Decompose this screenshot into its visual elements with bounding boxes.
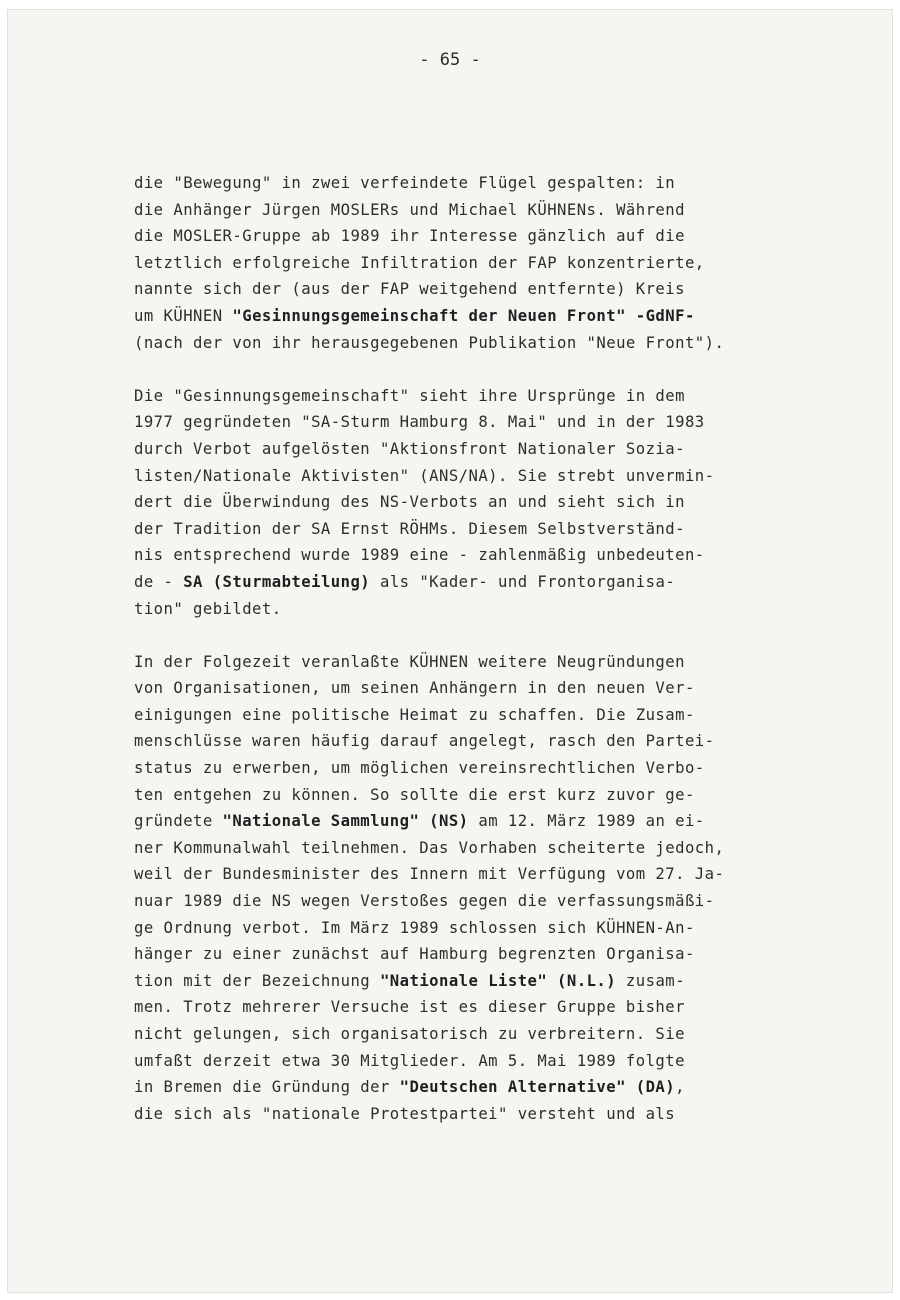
text-line [134, 489, 824, 516]
text-segment: (nach der von ihr herausgegebenen Publikation "Neue Front"). [134, 333, 725, 352]
text-line [134, 303, 824, 330]
document-page [8, 10, 892, 1292]
text-line [134, 835, 824, 862]
paragraph [134, 170, 824, 356]
text-line [134, 276, 824, 303]
text-segment: einigungen eine politische Heimat zu schaffen. Die Zusam- [134, 705, 695, 724]
paragraph-gap [134, 622, 824, 649]
text-line [134, 383, 824, 410]
text-line [134, 170, 824, 197]
text-segment: die "Bewegung" in zwei verfeindete Flügel gespalten: in [134, 174, 676, 192]
text-line [134, 941, 824, 968]
bold-term: SA (Sturmabteilung) [183, 572, 371, 591]
text-segment: am 12. März 1989 an ei- [468, 812, 705, 831]
text-segment: die sich als "nationale Protestpartei" versteht und als [134, 1104, 676, 1123]
text-segment: , [675, 1078, 685, 1097]
text-line [134, 728, 824, 755]
text-segment: zusam- [616, 971, 685, 990]
text-segment: men. Trotz mehrerer Versuche ist es dieser Gruppe bisher [134, 998, 685, 1017]
paragraph [134, 649, 824, 1128]
text-line [134, 250, 824, 277]
text-line [134, 223, 824, 250]
text-segment: tion" gebildet. [134, 599, 282, 618]
text-line [134, 808, 824, 835]
text-line [134, 516, 824, 543]
text-line [134, 1101, 824, 1128]
text-line [134, 702, 824, 729]
text-segment: nis entsprechend wurde 1989 eine - zahlenmäßig unbedeuten- [134, 546, 705, 565]
text-segment: letztlich erfolgreiche Infiltration der FAP konzentrierte, [134, 253, 705, 272]
bold-term: "Gesinnungsgemeinschaft der Neuen Front" -GdNF- [232, 306, 695, 325]
paragraph [134, 383, 824, 622]
text-segment: durch Verbot aufgelösten "Aktionsfront Nationaler Sozia- [134, 439, 685, 458]
text-segment: 1977 gegründeten "SA-Sturm Hamburg 8. Mai" und in der 1983 [134, 413, 705, 432]
text-segment: gründete [134, 812, 223, 831]
text-line [134, 463, 824, 490]
bold-term: "Nationale Sammlung" (NS) [222, 812, 469, 831]
text-segment: nannte sich der (aus der FAP weitgehend entfernte) Kreis [134, 280, 685, 299]
text-segment: weil der Bundesminister des Innern mit Verfügung vom 27. Ja- [134, 865, 725, 884]
text-line [134, 675, 824, 702]
text-line [134, 968, 824, 995]
text-line [134, 782, 824, 809]
text-segment: tion mit der Bezeichnung [134, 971, 380, 990]
text-line [134, 755, 824, 782]
text-line [134, 409, 824, 436]
text-segment: die MOSLER-Gruppe ab 1989 ihr Interesse gänzlich auf die [134, 227, 685, 246]
text-line [134, 888, 824, 915]
text-segment: in Bremen die Gründung der [134, 1078, 400, 1097]
text-segment: der Tradition der SA Ernst RÖHMs. Diesem Selbstverständ- [134, 519, 685, 538]
text-line [134, 1048, 824, 1075]
text-segment: die Anhänger Jürgen MOSLERs und Michael KÜHNENs. Während [134, 200, 685, 219]
text-line [134, 1074, 824, 1101]
paragraph-gap [134, 356, 824, 383]
bold-term: "Nationale Liste" (N.L.) [379, 971, 617, 990]
text-segment: dert die Überwindung des NS-Verbots an und sieht sich in [134, 493, 685, 512]
text-line [134, 596, 824, 623]
bold-term: "Deutschen Alternative" (DA) [399, 1078, 676, 1097]
text-line [134, 330, 824, 357]
text-segment: um KÜHNEN [134, 306, 233, 325]
text-segment: nicht gelungen, sich organisatorisch zu verbreitern. Sie [134, 1025, 685, 1043]
body-text [134, 170, 824, 1127]
text-segment: ten entgehen zu können. So sollte die erst kurz zuvor ge- [134, 785, 695, 804]
text-segment: nuar 1989 die NS wegen Verstoßes gegen die verfassungsmäßi- [134, 892, 715, 911]
text-line [134, 861, 824, 888]
text-segment: von Organisationen, um seinen Anhängern in den neuen Ver- [134, 679, 695, 698]
text-line [134, 1021, 824, 1048]
text-segment: umfaßt derzeit etwa 30 Mitglieder. Am 5. Mai 1989 folgte [134, 1051, 685, 1070]
text-segment: als "Kader- und Frontorganisa- [370, 572, 676, 591]
text-segment: listen/Nationale Aktivisten" (ANS/NA). Sie strebt unvermin- [134, 466, 715, 485]
text-segment: hänger zu einer zunächst auf Hamburg begrenzten Organisa- [134, 945, 695, 964]
text-segment: Die "Gesinnungsgemeinschaft" sieht ihre Ursprünge in dem [134, 386, 685, 405]
text-segment: menschlüsse waren häufig darauf angelegt, rasch den Partei- [134, 732, 715, 751]
text-line [134, 649, 824, 676]
text-segment: de - [134, 572, 184, 591]
text-line [134, 994, 824, 1021]
text-segment: In der Folgezeit veranlaßte KÜHNEN weitere Neugründungen [134, 652, 685, 671]
text-segment: ner Kommunalwahl teilnehmen. Das Vorhaben scheiterte jedoch, [134, 838, 725, 857]
text-segment: status zu erwerben, um möglichen vereinsrechtlichen Verbo- [134, 759, 705, 778]
text-line [134, 197, 824, 224]
text-segment: ge Ordnung verbot. Im März 1989 schlossen sich KÜHNEN-An- [134, 918, 695, 937]
text-line [134, 569, 824, 596]
text-line [134, 542, 824, 569]
text-line [134, 436, 824, 463]
text-line [134, 915, 824, 942]
page-number: - 65 - [419, 50, 481, 70]
